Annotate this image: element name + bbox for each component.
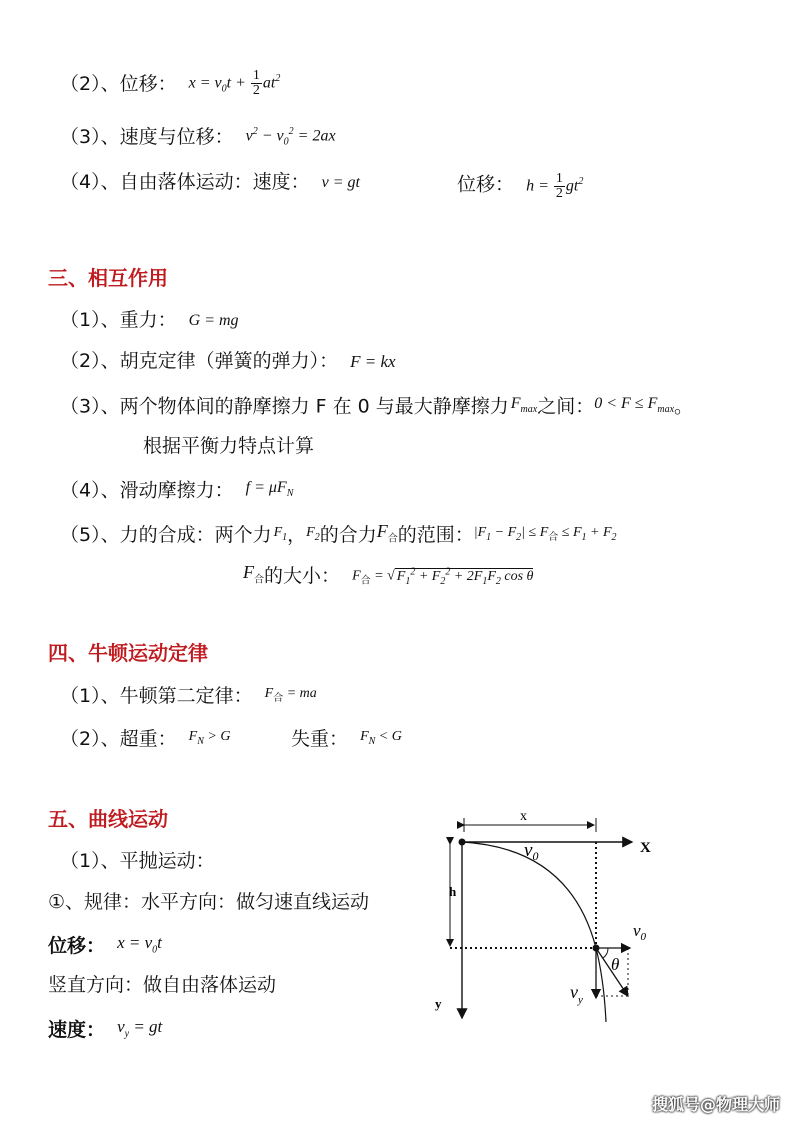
section-heading-interaction: 三、相互作用 [48, 266, 168, 290]
y-label: y [435, 996, 442, 1011]
h-label: h [449, 884, 457, 899]
curve-vertical: 竖直方向：做自由落体运动 [48, 974, 277, 996]
horizontal-displacement-formula: $x = v_0t$ [117, 933, 162, 956]
axis-x-label: X [640, 840, 651, 856]
resultant-range-formula: $|F_1 - F_2| \le F_合 \le F_1 + F_2$ [473, 524, 617, 543]
interaction-item-2: （2）、胡克定律（弹簧的弹力）： F = kx [60, 348, 396, 375]
fmax-symbol: $F_{max}$ [510, 395, 538, 416]
gravity-formula: G = mg [188, 311, 239, 329]
interaction-item-5: （5）、力的合成：两个力 $F_1$，$F_2$的合力$F_合$的范围：$|F_1 - F_2| \le F_合 \le F_1 + F_2$ [60, 518, 617, 553]
curve-item-1: （1）、平抛运动： [60, 850, 215, 872]
resultant-magnitude-formula: $F_合$ = √ $F_1^2 + F_2^2 + 2F_1F_2$ cos θ [352, 566, 534, 587]
interaction-item-5-size: $F_合$的大小： $F_合$ = √ $F_1^2 + F_2^2 + 2F_1F_2$ cos θ [243, 559, 533, 594]
position-point [593, 945, 600, 952]
newton-item-2: （2）、超重： $F_N > G$ [60, 724, 230, 755]
overweight-formula: $F_N > G$ [188, 729, 231, 747]
item-label: 位移： [457, 173, 515, 196]
hooke-formula: F = kx [350, 351, 396, 371]
newton-item-1: （1）、牛顿第二定律： $F_合$ = ma [60, 681, 317, 712]
curve-displacement: 位移： $x = v_0t$ [48, 930, 162, 963]
weightless-formula: $F_N < G$ [360, 729, 402, 747]
vertical-speed-formula: $v_y$ = gt [117, 1017, 163, 1040]
kinematics-item-3 [60, 119, 336, 156]
velocity-displacement-formula: $v^2 - v_0^2 = 2ax$ [245, 126, 336, 148]
item-label: （4）、自由落体运动：速度： [60, 171, 310, 193]
watermark: 搜狐号@物理大师 [651, 1095, 780, 1114]
newton-item-2-weightless: 失重： $F_N < G$ [291, 724, 402, 755]
projectile-diagram [420, 800, 680, 1030]
x-label: x [520, 809, 527, 824]
sliding-friction-formula: $f = \mu F_N$ [245, 479, 294, 500]
free-fall-height-formula: h = $\frac{1}{2}$ $gt^2$ [526, 171, 584, 202]
start-point [459, 839, 466, 846]
kinematics-item-2 [60, 66, 280, 103]
section-heading-curve: 五、曲线运动 [48, 807, 168, 831]
theta-arc [603, 948, 608, 958]
fhe-symbol: $F_合$ [376, 521, 398, 545]
kinematics-item-4-displacement [457, 169, 583, 201]
interaction-item-4: （4）、滑动摩擦力： $f = \mu F_N$ [60, 475, 293, 507]
v0-label-right: $v_0$ [633, 921, 647, 943]
free-fall-velocity-formula: v = gt [321, 173, 360, 191]
second-law-formula: $F_合$ = ma [264, 686, 317, 704]
f2-symbol: $F_2$ [306, 524, 320, 543]
static-friction-range-formula: $0 < F \le F_{max}$ [594, 395, 675, 416]
vy-label: $v_y$ [570, 982, 583, 1006]
curve-speed: 速度： $v_y$ = gt [48, 1014, 162, 1047]
item-label: （3）、速度与位移： [60, 125, 234, 148]
interaction-item-1: （1）、重力： G = mg [60, 307, 239, 334]
theta-label: θ [611, 955, 620, 974]
trajectory-curve [462, 842, 606, 1022]
interaction-item-3-note: 根据平衡力特点计算 [143, 435, 315, 457]
curve-rule: ①、规律：水平方向：做匀速直线运动 [48, 891, 370, 913]
v0-label-top: $v_0$ [524, 840, 539, 863]
displacement-formula: $x = v_0t$ + $\frac{1}{2}$ $at^2$ [188, 68, 281, 99]
f1-symbol: $F_1$ [273, 524, 288, 543]
kinematics-item-4 [60, 169, 360, 196]
section-heading-newton: 四、牛顿运动定律 [48, 641, 208, 665]
interaction-item-3: （3）、两个物体间的静摩擦力 F 在 0 与最大静摩擦力 $F_{max}$之间：$0 < F \le F_{max}$。 [60, 391, 693, 423]
item-label: （2）、位移： [60, 72, 177, 95]
fhe-symbol: $F_合$ [243, 562, 264, 587]
